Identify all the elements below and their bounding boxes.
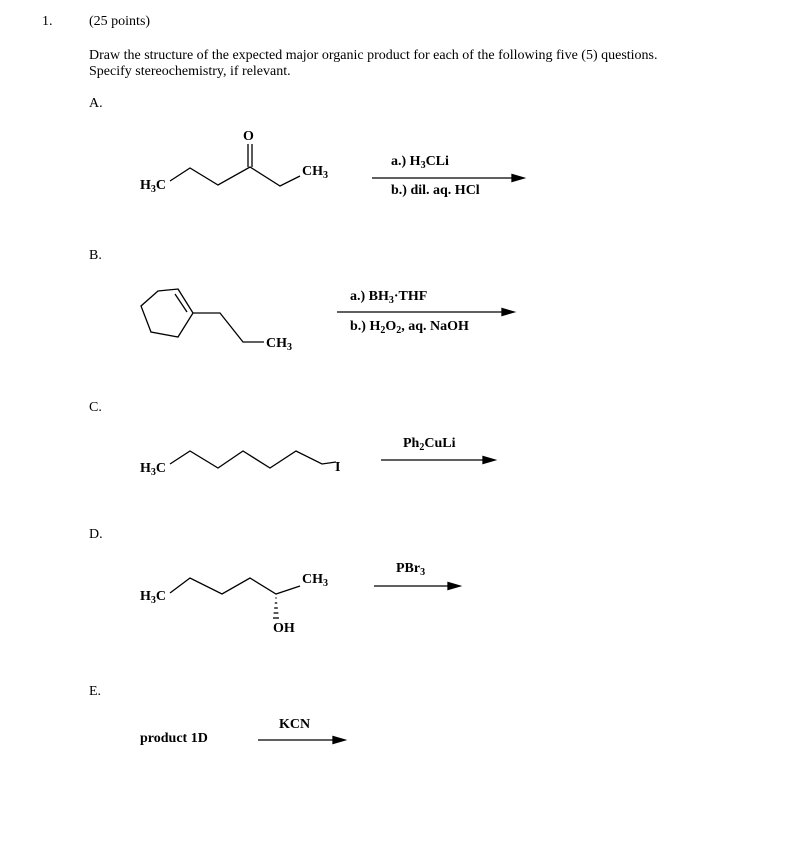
points-label: (25 points): [89, 14, 151, 29]
part-b-ring: [141, 289, 193, 337]
part-e-label: E.: [89, 684, 102, 699]
part-d-hydroxyl: OH: [273, 621, 295, 636]
part-a-arrow: [372, 175, 524, 182]
part-c-skeleton: [170, 451, 336, 468]
part-a-right-methyl: $CH_3$: [302, 164, 328, 181]
part-b-side-chain: [193, 313, 264, 342]
part-a-left-methyl: $H_3C$: [140, 178, 167, 195]
part-e-reagent-1: KCN: [279, 717, 311, 732]
part-d-left-methyl: $H_3C$: [140, 589, 167, 606]
part-b-reagent-1: a.) $BH_3\cdot THF$: [350, 289, 428, 306]
part-a-skeleton: [170, 144, 300, 186]
part-d-arrow: [374, 583, 460, 590]
part-c-label: C.: [89, 400, 102, 415]
part-d-skeleton: [170, 578, 300, 618]
part-c-arrow: [381, 457, 495, 464]
part-a-chain-bonds: [170, 167, 300, 186]
part-a-oxygen-atom: O: [243, 129, 254, 144]
instructions-line-1: Draw the structure of the expected major organic product for each of the following five (5) questions.: [89, 48, 658, 63]
instructions-line-2: Specify stereochemistry, if relevant.: [89, 64, 291, 79]
part-d-label: D.: [89, 527, 103, 542]
part-d-chain-bonds: [170, 578, 300, 594]
part-a-label: A.: [89, 96, 103, 111]
part-c-chain-bonds: [170, 451, 336, 468]
part-b-arrow: [337, 309, 514, 316]
part-d-reagent-1: PBr$_3$: [396, 561, 426, 578]
part-b-label: B.: [89, 248, 102, 263]
part-b-methyl: $CH_3$: [266, 336, 292, 353]
part-e-substrate: product 1D: [140, 731, 208, 746]
part-a-reagent-1: a.) $H_3CLi$: [391, 154, 449, 171]
part-c-iodine-atom: I: [335, 460, 341, 475]
part-c-left-methyl: $H_3C$: [140, 461, 167, 478]
part-d-right-methyl: $CH_3$: [302, 572, 328, 589]
part-e-arrow: [258, 737, 345, 744]
part-c-reagent-1: $Ph_2CuLi$: [403, 436, 456, 453]
part-b-reagent-2: b.) $H_2O_2$, aq. NaOH: [350, 319, 469, 336]
part-b-skeleton: [141, 289, 264, 342]
question-number: 1.: [42, 14, 53, 29]
part-d-hashed-wedge: [273, 598, 279, 618]
part-a-reagent-2: b.) dil. aq. HCl: [391, 183, 480, 198]
part-b-ring-double-bond: [175, 294, 187, 312]
